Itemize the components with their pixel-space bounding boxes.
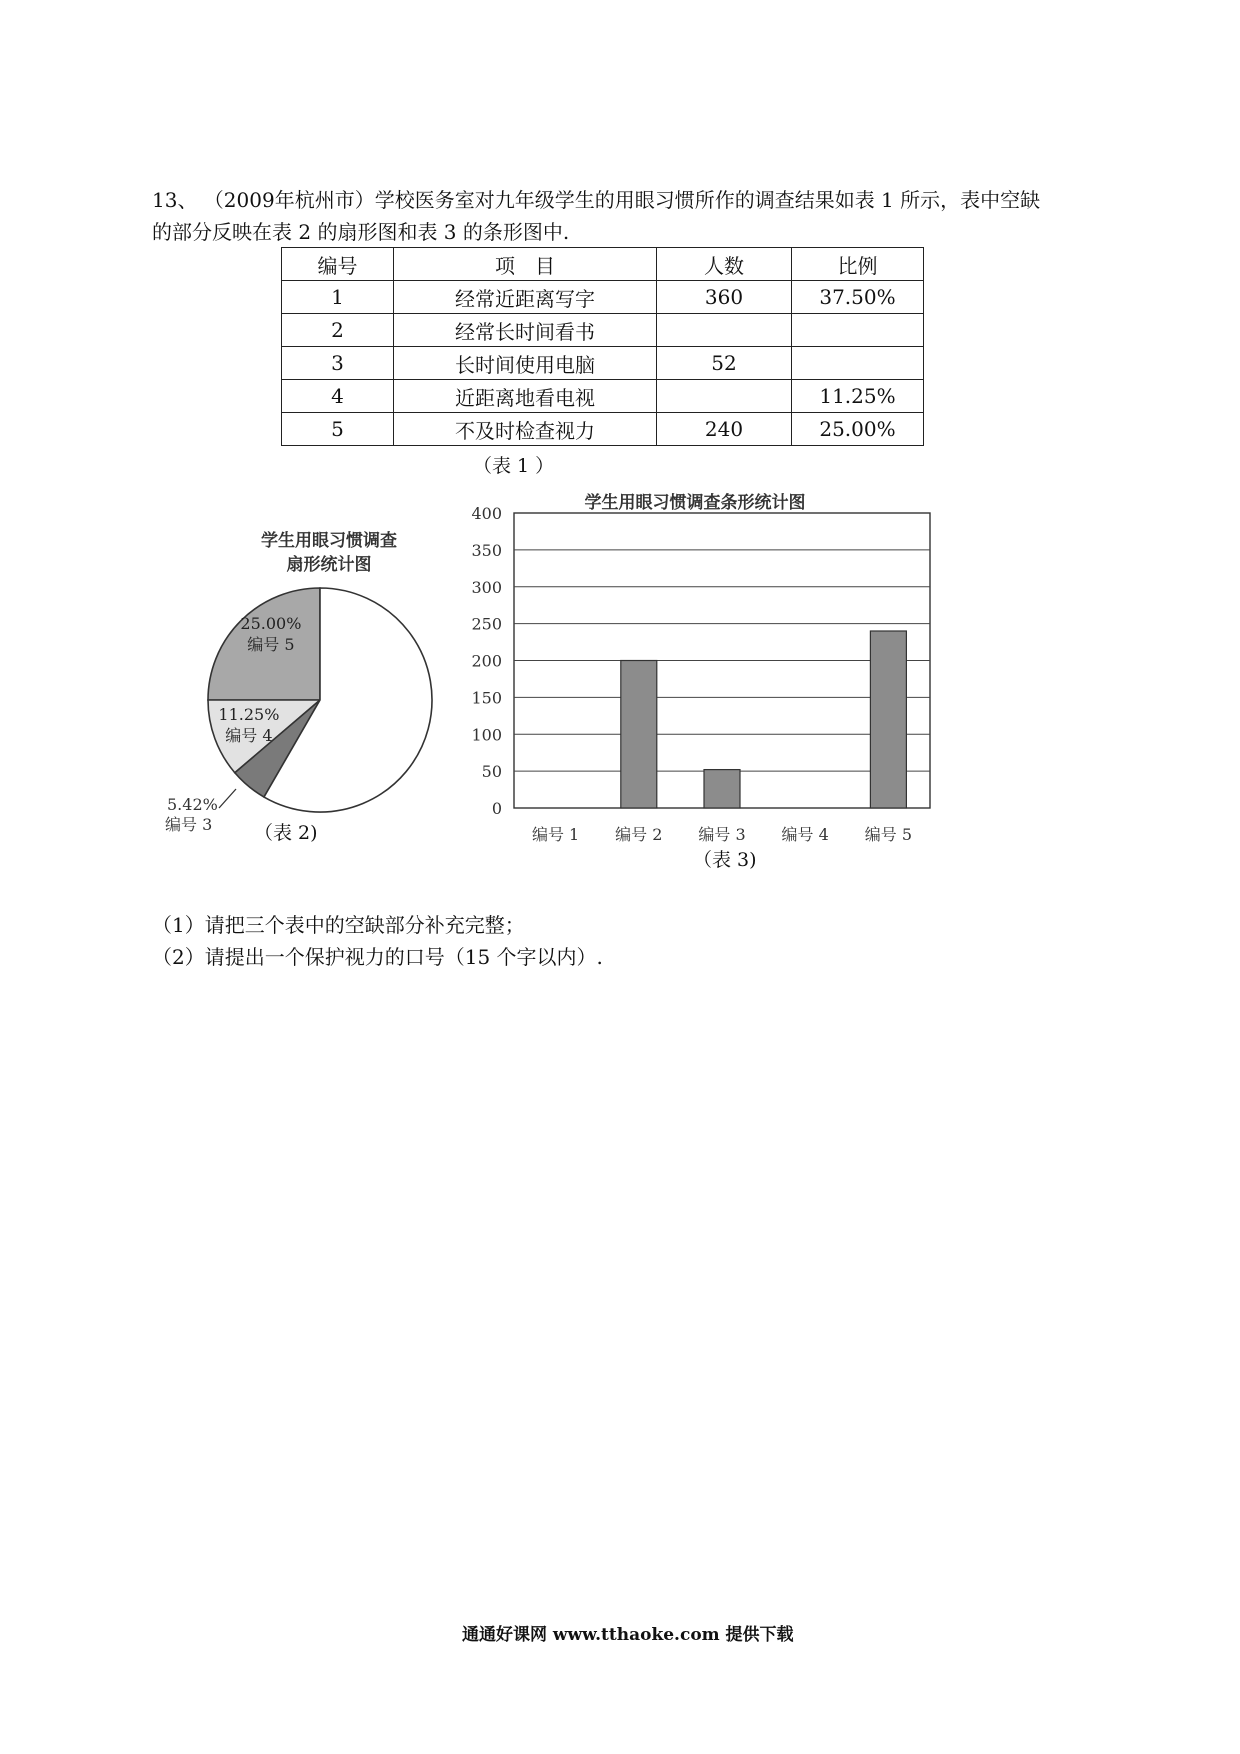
header-cell: 项 目 xyxy=(394,248,657,281)
y-tick-label: 100 xyxy=(471,725,502,745)
bar-title: 学生用眼习惯调查条形统计图 xyxy=(584,493,806,513)
table-cell: 240 xyxy=(657,413,792,446)
y-tick-label: 50 xyxy=(481,762,502,782)
pie-title: 学生用眼习惯调查 xyxy=(261,531,397,551)
pie-slice-percent: 11.25% xyxy=(218,705,280,724)
pie-leader-line xyxy=(219,789,236,808)
question-line-1: 13、 （2009年杭州市）学校医务室对九年级学生的用眼习惯所作的调查结果如表 1 所示，表中空缺 xyxy=(152,188,1041,212)
table-cell: 5 xyxy=(282,413,394,446)
table-cell: 1 xyxy=(282,281,394,314)
y-tick-label: 300 xyxy=(471,577,502,597)
pie-slice-label: 编号 5 xyxy=(247,634,295,654)
pie-chart xyxy=(208,588,432,812)
bar xyxy=(704,770,740,808)
table-cell: 3 xyxy=(282,347,394,380)
y-tick-label: 250 xyxy=(471,614,502,634)
header-cell: 人数 xyxy=(657,248,792,281)
footer-text: 通通好课网 www.tthaoke.com 提供下载 xyxy=(462,1625,794,1645)
bar xyxy=(621,661,657,809)
header-cell: 比例 xyxy=(792,248,924,281)
pie-outer-percent: 5.42% xyxy=(167,795,218,814)
y-tick-label: 0 xyxy=(491,799,502,818)
table-cell: 360 xyxy=(657,281,792,314)
table-cell: 经常长时间看书 xyxy=(394,314,657,347)
x-tick-label: 编号 3 xyxy=(698,825,746,844)
pie-slice-label: 编号 4 xyxy=(225,726,273,745)
question-line-2: 的部分反映在表 2 的扇形图和表 3 的条形图中. xyxy=(152,220,570,244)
table-cell: 不及时检查视力 xyxy=(394,413,657,446)
table-cell: 4 xyxy=(282,380,394,413)
bar-chart xyxy=(471,504,930,844)
bar xyxy=(870,631,906,808)
y-tick-label: 350 xyxy=(471,540,502,560)
y-tick-label: 400 xyxy=(471,504,502,523)
table-cell: 2 xyxy=(282,314,394,347)
table-cell: 长时间使用电脑 xyxy=(394,347,657,380)
pie-outer-label: 编号 3 xyxy=(165,815,213,834)
pie-slice-percent: 25.00% xyxy=(240,613,302,633)
bar-caption: （表 3) xyxy=(693,849,757,871)
table1-caption: （表 1 ） xyxy=(473,455,555,477)
table-cell: 25.00% xyxy=(792,413,924,446)
pie-subtitle: 扇形统计图 xyxy=(286,555,372,575)
table-cell: 52 xyxy=(657,347,792,380)
table-cell: 经常近距离写字 xyxy=(394,281,657,314)
x-tick-label: 编号 1 xyxy=(531,825,580,844)
pie-caption: （表 2) xyxy=(254,822,318,844)
x-tick-label: 编号 4 xyxy=(781,825,829,844)
x-tick-label: 编号 5 xyxy=(864,825,913,844)
table-cell: 11.25% xyxy=(792,380,924,413)
subquestion-2: （2）请提出一个保护视力的口号（15 个字以内）. xyxy=(152,945,603,969)
x-tick-label: 编号 2 xyxy=(615,825,663,844)
y-tick-label: 200 xyxy=(471,651,502,671)
table-cell: 近距离地看电视 xyxy=(394,380,657,413)
table-cell: 37.50% xyxy=(792,281,924,314)
subquestion-1: （1）请把三个表中的空缺部分补充完整； xyxy=(152,913,525,937)
header-cell: 编号 xyxy=(282,248,394,281)
y-tick-label: 150 xyxy=(471,688,502,708)
